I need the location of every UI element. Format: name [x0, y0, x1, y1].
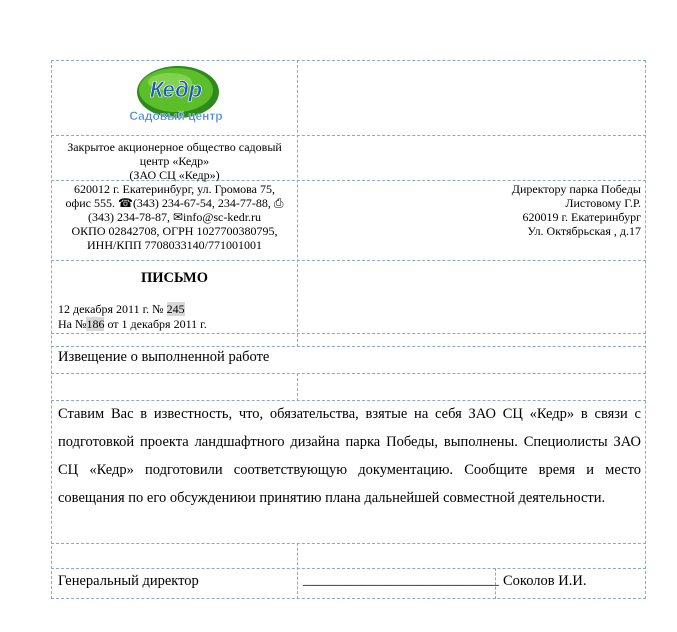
recipient-title: Директору парка Победы [511, 182, 641, 196]
office-number: офис 555. [65, 196, 115, 210]
letter-date: 12 декабря 2011 г. № [58, 302, 164, 316]
row-divider [51, 135, 646, 136]
recipient-block [300, 182, 641, 238]
letter-subject: Извещение о выполненной работе [58, 349, 270, 365]
company-logo [120, 62, 235, 128]
phone-icon: ☎ [117, 196, 133, 210]
company-name-line1: Закрытое акционерное общество садовый [67, 140, 282, 154]
letter-heading: ПИСЬМО [141, 270, 208, 286]
column-divider [297, 60, 298, 347]
email-icon: ✉ [172, 210, 183, 224]
company-name-line2: центр «Кедр» [139, 154, 210, 168]
logo-tagline: Садовый центр [129, 109, 223, 123]
fax-icon: ⎙ [273, 196, 284, 210]
letter-body: Ставим Вас в известность, что, обязательства, взятые на себя ЗАО СЦ «Кедр» в связи с подготовкой проекта ландшафтного дизайна парка Победы, выполнены. Специолисты ЗАО СЦ «Кедр» подготовили соответствующую документацию. Сообщите время и место совещания по его обсуждениюи принятию плана дальнейшей совместной деятельности. [58, 406, 641, 506]
row-divider [51, 373, 646, 374]
letter-date-line [58, 302, 185, 316]
row-divider [51, 260, 646, 261]
row-divider [51, 346, 646, 347]
logo-name: Кедр [149, 77, 203, 102]
company-phones-line1 [52, 196, 297, 210]
row-divider [51, 543, 646, 544]
reference-prefix: На № [58, 317, 87, 331]
signatory-title: Генеральный директор [58, 573, 199, 589]
reference-number[interactable]: 186 [86, 317, 105, 331]
company-okpo-ogrn: ОКПО 02842708, ОГРН 1027700380795, [71, 224, 278, 238]
reference-date: от 1 декабря 2011 г. [107, 317, 207, 331]
recipient-name: Листовому Г.Р. [565, 196, 641, 210]
signatory-name: Соколов И.И. [503, 573, 587, 589]
company-phone2: (343) 234-78-87, [87, 210, 170, 224]
signature-line: ___________________________ [303, 572, 499, 588]
company-address: 620012 г. Екатеринбург, ул. Громова 75, [73, 182, 276, 196]
company-phones-line2 [52, 210, 297, 224]
company-inn-kpp: ИНН/КПП 7708033140/771001001 [86, 238, 262, 252]
company-email[interactable]: info@sc-kedr.ru [183, 210, 262, 224]
company-full-name [52, 140, 297, 182]
letter-number[interactable]: 245 [166, 302, 185, 316]
column-divider [297, 373, 298, 401]
company-contacts [52, 182, 297, 252]
recipient-street: Ул. Октябрьская , д.17 [527, 224, 641, 238]
company-short-name: (ЗАО СЦ «Кедр») [129, 168, 220, 182]
row-divider [51, 333, 646, 334]
letter-reference-line [58, 317, 207, 331]
column-divider [297, 543, 298, 599]
row-divider [51, 568, 646, 569]
recipient-city: 620019 г. Екатеринбург [522, 210, 641, 224]
company-phone1: (343) 234-67-54, 234-77-88, [132, 196, 271, 210]
